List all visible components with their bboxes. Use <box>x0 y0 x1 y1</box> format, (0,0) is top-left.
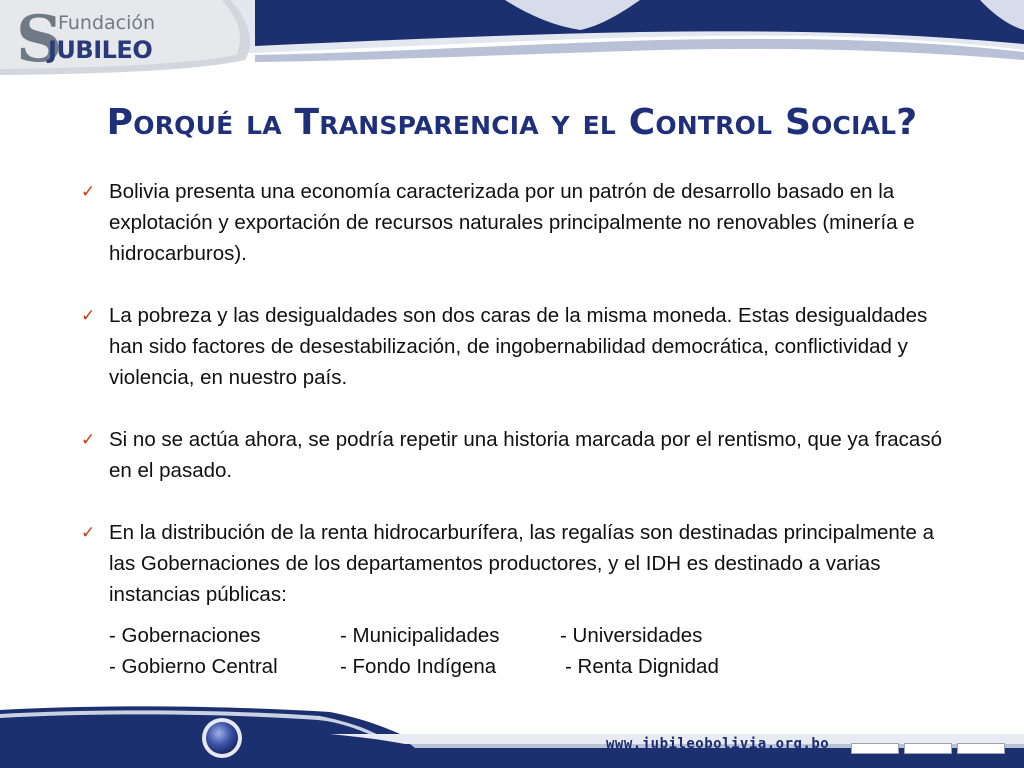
slide-title: Porqué la Transparencia y el Control Social? <box>106 102 918 143</box>
check-icon: ✓ <box>81 523 96 542</box>
bullet-item <box>80 176 960 269</box>
institution-item: - Gobierno Central <box>109 655 278 678</box>
bullet-item <box>80 424 960 486</box>
bullet-text: Bolivia presenta una economía caracterizada por un patrón de desarrollo basado en la explotación y exportación de recursos naturales principalmente no renovables (minería e hidrocarburos). <box>109 180 915 265</box>
check-icon: ✓ <box>81 182 96 201</box>
logo-bottom-text: JUBILEO <box>48 36 153 64</box>
institution-item: - Fondo Indígena <box>340 655 497 678</box>
check-icon: ✓ <box>81 306 96 325</box>
footer-wave-art <box>0 700 1024 768</box>
institution-item: - Universidades <box>560 624 703 647</box>
footer-nav-box <box>957 743 1005 754</box>
logo-mark: S <box>16 2 63 77</box>
fundacion-jubileo-logo <box>16 2 156 77</box>
bullet-text: La pobreza y las desigualdades son dos caras de la misma moneda. Estas desigualdades han sido factores de desestabilización, de ingobernabilidad democrática, conflictividad y violencia, en nuestro país. <box>109 304 928 389</box>
footer-nav-box <box>851 743 899 754</box>
bullet-list <box>80 176 960 641</box>
bullet-text: Si no se actúa ahora, se podría repetir una historia marcada por el rentismo, que ya fracasó en el pasado. <box>109 428 942 482</box>
institution-item: - Gobernaciones <box>109 624 261 647</box>
logo-top-text: Fundación <box>58 12 156 34</box>
check-icon: ✓ <box>81 430 96 449</box>
bullet-item <box>80 517 960 610</box>
bullet-text: En la distribución de la renta hidrocarburífera, las regalías son destinadas principalmente a las Gobernaciones de los departamentos productores, y el IDH es destinado a varias instancias públicas: <box>109 521 935 606</box>
bullet-item <box>80 300 960 393</box>
footer-nav-box <box>904 743 952 754</box>
institution-item: - Renta Dignidad <box>565 655 719 678</box>
institution-item: - Municipalidades <box>340 624 500 647</box>
footer-url[interactable]: www.jubileobolivia.org.bo <box>606 736 830 752</box>
